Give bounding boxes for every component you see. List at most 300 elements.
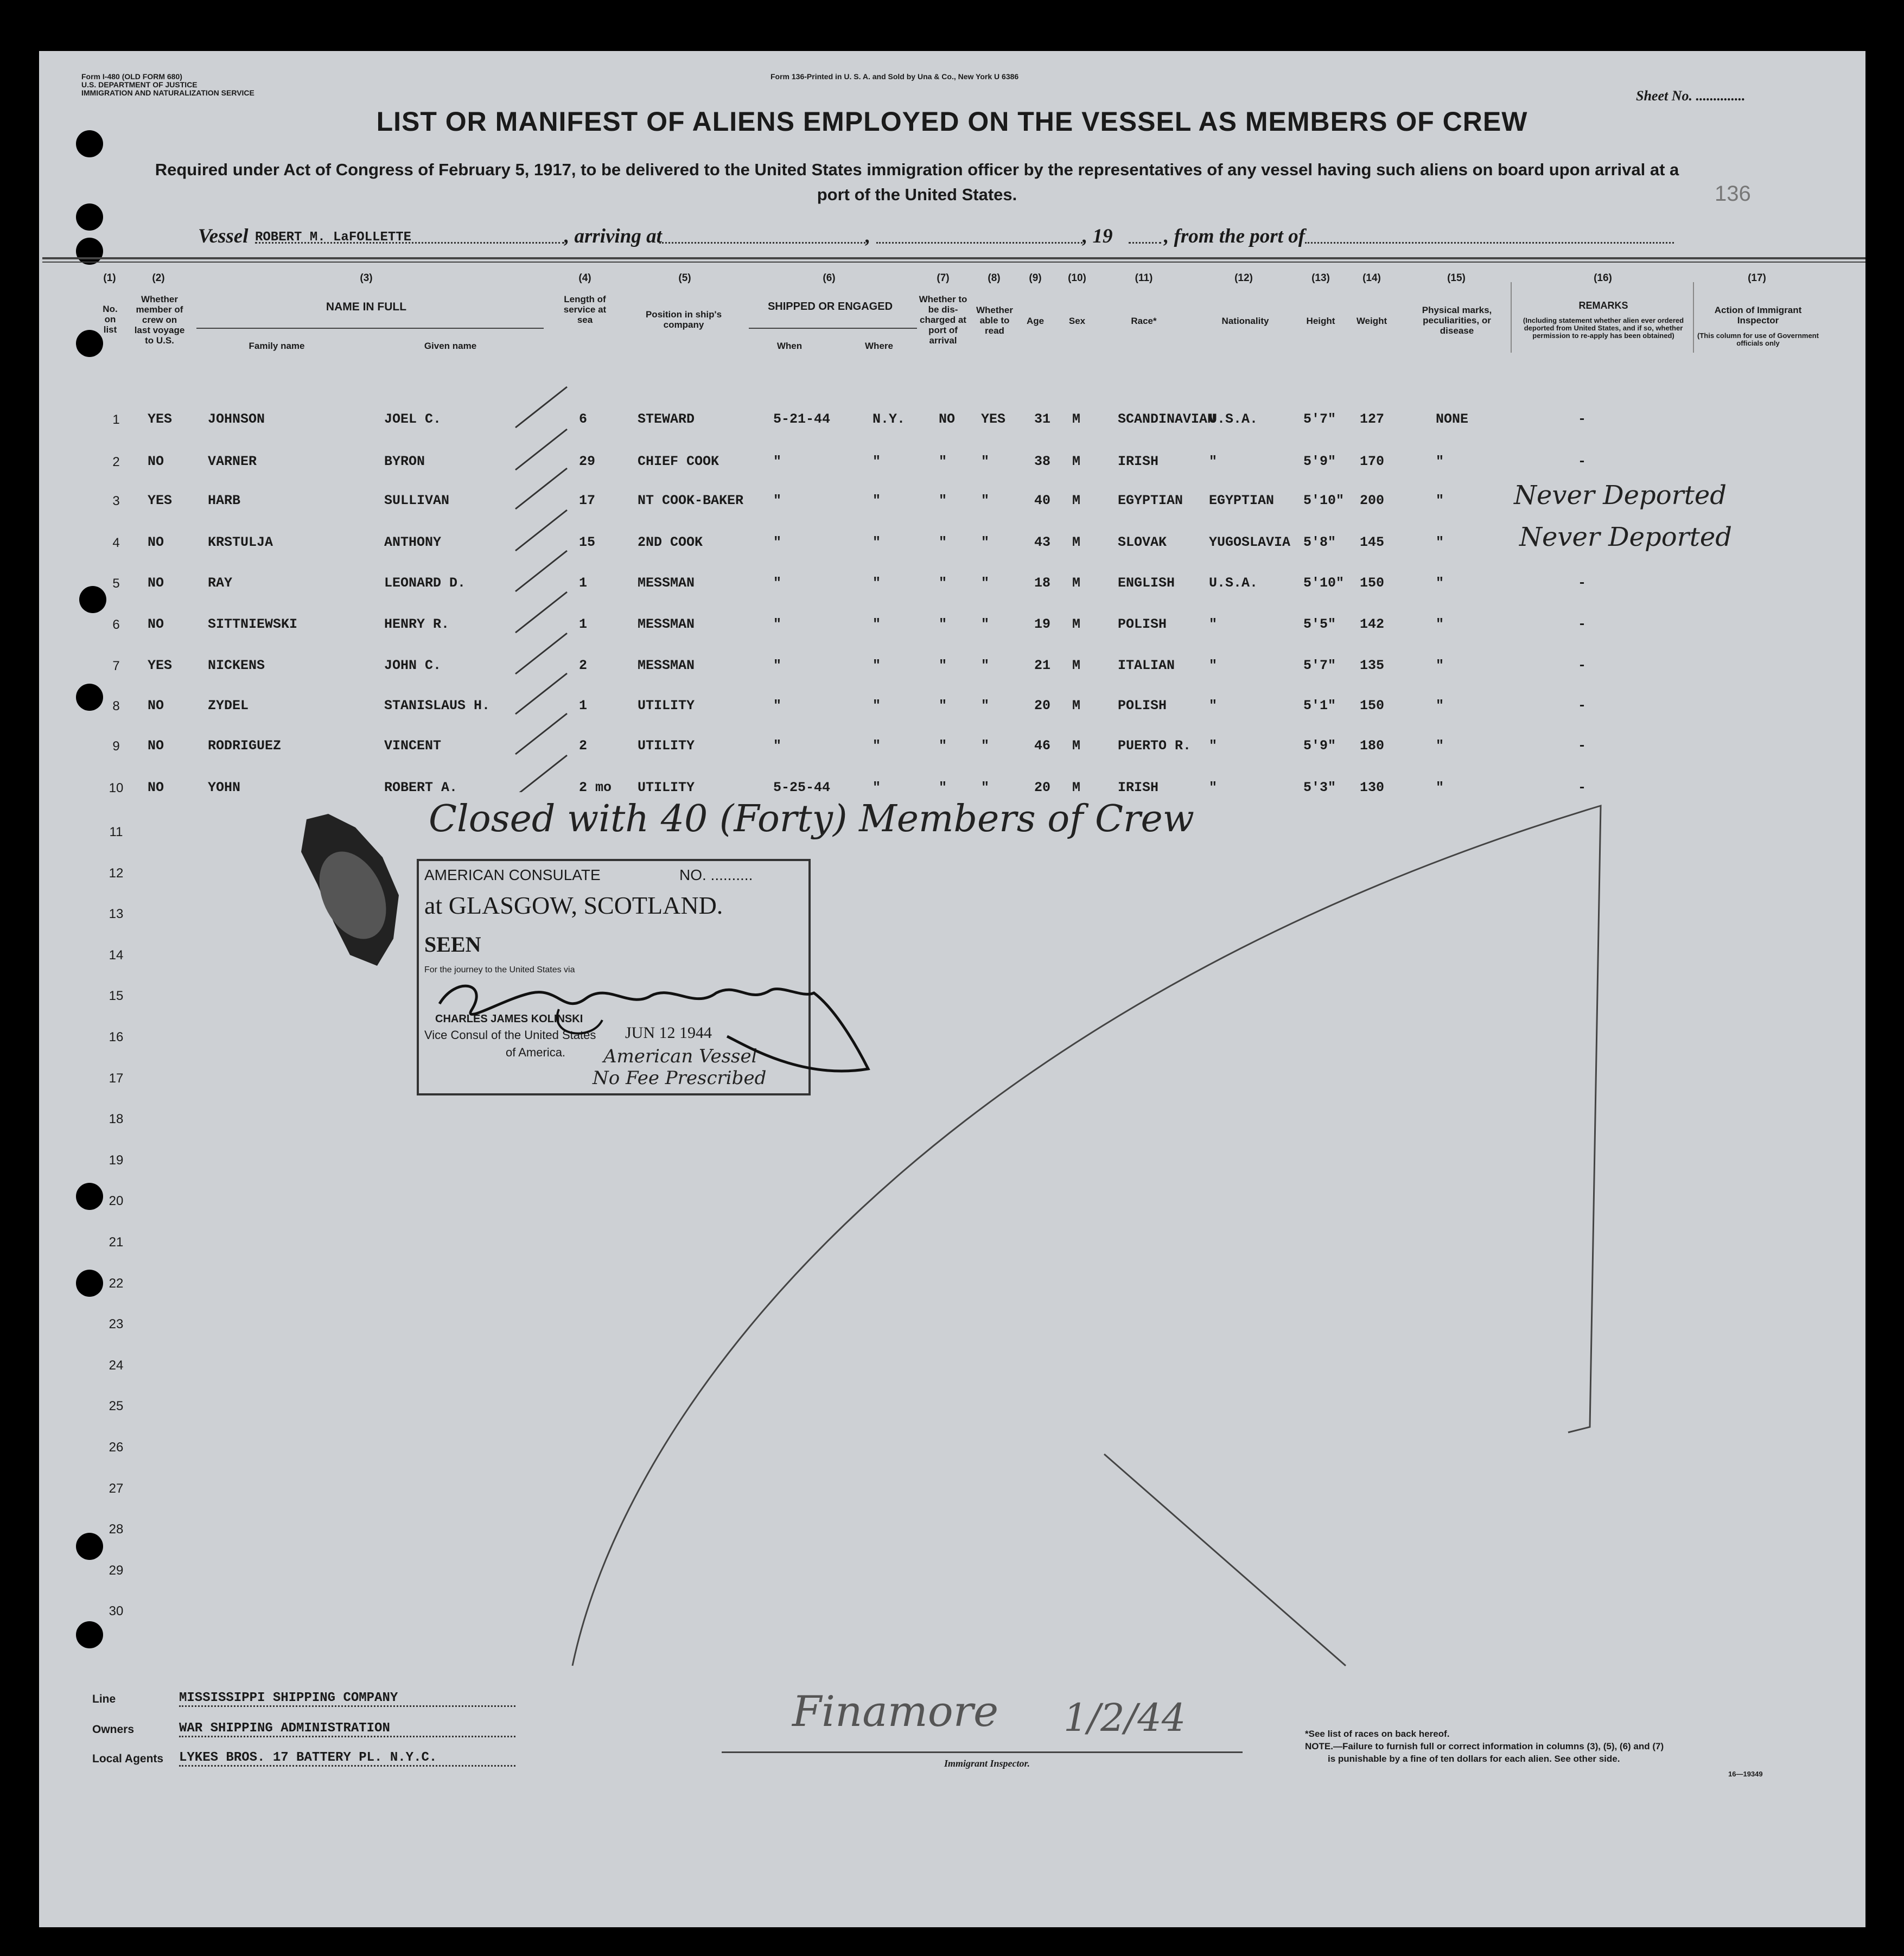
cell-discharged: " xyxy=(939,493,947,508)
cell-discharged: " xyxy=(939,658,947,673)
cell-prev: NO xyxy=(148,534,164,550)
cell-family: HARB xyxy=(208,493,241,508)
cell-age: 43 xyxy=(1034,534,1051,550)
cell-family: YOHN xyxy=(208,780,241,795)
column-number: (10) xyxy=(1068,272,1086,284)
cell-service: 1 xyxy=(579,616,588,632)
cell-when: " xyxy=(773,616,782,632)
cell-when: " xyxy=(773,698,782,713)
col-head-no: No. on list xyxy=(103,304,118,335)
cell-race: ITALIAN xyxy=(1118,658,1175,673)
stamp-seen: SEEN xyxy=(424,932,481,957)
col-head-family: Family name xyxy=(249,341,305,351)
vessel-label: Vessel xyxy=(198,225,249,247)
cell-remarks: - xyxy=(1578,454,1587,469)
cell-remarks: - xyxy=(1578,780,1587,795)
cell-position: MESSMAN xyxy=(638,575,695,591)
column-number: (3) xyxy=(360,272,373,284)
cell-remarks: - xyxy=(1578,658,1587,673)
cell-service: 2 xyxy=(579,738,588,754)
footer-notes xyxy=(1305,1728,1664,1765)
cell-sex: M xyxy=(1072,534,1081,550)
row-number: 15 xyxy=(109,989,124,1004)
col-head-shipped: SHIPPED OR ENGAGED xyxy=(767,301,893,313)
cell-family: VARNER xyxy=(208,454,257,469)
cell-position: MESSMAN xyxy=(638,616,695,632)
cell-given: STANISLAUS H. xyxy=(384,698,491,713)
footer-line-label: Line xyxy=(92,1693,116,1705)
binder-hole xyxy=(76,203,103,231)
year-field xyxy=(1129,242,1161,244)
row-number: 14 xyxy=(109,947,124,963)
cell-race: SCANDINAVIAN xyxy=(1118,411,1216,427)
cell-read: " xyxy=(981,780,990,795)
cell-race: EGYPTIAN xyxy=(1118,493,1183,508)
cell-given: HENRY R. xyxy=(384,616,450,632)
cell-when: " xyxy=(773,534,782,550)
cell-sex: M xyxy=(1072,616,1081,632)
cell-marks: " xyxy=(1436,454,1444,469)
inspector-signature: Finamore xyxy=(792,1687,999,1736)
page-title: LIST OR MANIFEST OF ALIENS EMPLOYED ON THE VESSEL AS MEMBERS OF CREW xyxy=(376,106,1528,137)
cell-race: PUERTO R. xyxy=(1118,738,1192,754)
cell-given: ROBERT A. xyxy=(384,780,458,795)
cell-no: 8 xyxy=(112,699,120,713)
cell-family: ZYDEL xyxy=(208,698,249,713)
column-divider xyxy=(1511,282,1512,353)
cell-when: " xyxy=(773,738,782,754)
service: IMMIGRATION AND NATURALIZATION SERVICE xyxy=(81,88,254,97)
cell-remarks: - xyxy=(1578,738,1587,754)
stamp-line: AMERICAN CONSULATE xyxy=(424,866,601,883)
cell-read: " xyxy=(981,493,990,508)
embossed-seal xyxy=(296,814,404,971)
cell-read: " xyxy=(981,616,990,632)
cell-where: " xyxy=(873,616,881,632)
cell-marks: " xyxy=(1436,616,1444,632)
cell-height: 5'10" xyxy=(1303,493,1345,508)
cell-service: 1 xyxy=(579,698,588,713)
binder-hole xyxy=(76,1270,103,1297)
cell-position: 2ND COOK xyxy=(638,534,703,550)
cell-age: 20 xyxy=(1034,780,1051,795)
remark-handwritten: Never Deported xyxy=(1514,480,1727,511)
cell-marks: " xyxy=(1436,534,1444,550)
cell-prev: NO xyxy=(148,454,164,469)
cell-weight: 200 xyxy=(1360,493,1385,508)
cell-family: RAY xyxy=(208,575,233,591)
stamp-location: at GLASGOW, SCOTLAND. xyxy=(424,891,723,919)
cell-where: " xyxy=(873,658,881,673)
row-number: 24 xyxy=(109,1358,124,1373)
row-number: 28 xyxy=(109,1522,124,1537)
cell-nationality: YUGOSLAVIA xyxy=(1209,534,1291,550)
row-number: 18 xyxy=(109,1112,124,1127)
sheet-number-label: Sheet No. .............. xyxy=(1636,88,1746,104)
column-number: (16) xyxy=(1594,272,1612,284)
col-head-name: NAME IN FULL xyxy=(326,301,407,313)
cell-where: " xyxy=(873,534,881,550)
cell-read: " xyxy=(981,454,990,469)
cell-where: " xyxy=(873,454,881,469)
col-head-prev-voyage: Whether member of crew on last voyage to U.S. xyxy=(134,294,185,346)
footer-owners-value: WAR SHIPPING ADMINISTRATION xyxy=(179,1721,515,1737)
cell-no: 5 xyxy=(112,576,120,591)
cell-height: 5'7" xyxy=(1303,411,1336,427)
cell-given: VINCENT xyxy=(384,738,442,754)
remark-handwritten: Never Deported xyxy=(1519,522,1733,552)
col-head-read: Whether able to read xyxy=(976,305,1013,336)
cell-service: 1 xyxy=(579,575,588,591)
fine-note: NOTE.—Failure to furnish full or correct information in columns (3), (5), (6) and (7) xyxy=(1305,1741,1664,1751)
cell-remarks: - xyxy=(1578,411,1587,427)
cell-given: BYRON xyxy=(384,454,425,469)
cell-discharged: " xyxy=(939,616,947,632)
cell-sex: M xyxy=(1072,493,1081,508)
stamp-no-label: NO. .......... xyxy=(679,866,753,883)
cell-no: 10 xyxy=(109,781,124,795)
column-number: (2) xyxy=(152,272,165,284)
row-number: 16 xyxy=(109,1030,124,1044)
cell-race: IRISH xyxy=(1118,780,1159,795)
cell-weight: 145 xyxy=(1360,534,1385,550)
cell-age: 19 xyxy=(1034,616,1051,632)
col-head-age: Age xyxy=(1026,316,1045,326)
stamp-note: No Fee Prescribed xyxy=(593,1067,767,1089)
cell-where: " xyxy=(873,493,881,508)
row-number: 22 xyxy=(109,1276,124,1291)
cell-service: 17 xyxy=(579,493,596,508)
cell-nationality: " xyxy=(1209,658,1218,673)
cell-service: 6 xyxy=(579,411,588,427)
column-number: (1) xyxy=(103,272,116,284)
binder-hole xyxy=(76,1183,103,1210)
binder-hole xyxy=(76,684,103,711)
subtitle-line: Required under Act of Congress of February 5, 1917, to be delivered to the United States immigration officer by the representatives of any vessel having such aliens on board upon arrival at a xyxy=(155,160,1679,179)
row-number: 11 xyxy=(109,825,123,839)
cell-marks: " xyxy=(1436,575,1444,591)
col-head-race: Race* xyxy=(1131,316,1157,326)
cell-family: JOHNSON xyxy=(208,411,265,427)
cell-when: " xyxy=(773,493,782,508)
cell-no: 3 xyxy=(112,494,120,508)
row-number: 12 xyxy=(109,865,124,881)
shipped-rule xyxy=(749,328,917,329)
cell-service: 15 xyxy=(579,534,596,550)
cell-age: 21 xyxy=(1034,658,1051,673)
from-port-field xyxy=(1305,242,1674,244)
cell-service: 2 xyxy=(579,658,588,673)
col-head-sex: Sex xyxy=(1068,316,1086,326)
col-head-action-note: (This column for use of Government officials only xyxy=(1697,332,1819,347)
cell-where: N.Y. xyxy=(873,411,906,427)
cell-marks: NONE xyxy=(1436,411,1469,427)
col-head-given: Given name xyxy=(424,341,477,351)
cell-weight: 150 xyxy=(1360,575,1385,591)
cell-prev: NO xyxy=(148,575,164,591)
col-head-height: Height xyxy=(1306,316,1335,326)
column-number: (12) xyxy=(1234,272,1253,284)
row-number: 30 xyxy=(109,1604,124,1619)
cell-discharged: " xyxy=(939,575,947,591)
fine-note: is punishable by a fine of ten dollars for each alien. See other side. xyxy=(1328,1754,1620,1764)
cell-prev: NO xyxy=(148,616,164,632)
footer-line-value: MISSISSIPPI SHIPPING COMPANY xyxy=(179,1691,515,1707)
binder-hole xyxy=(76,1533,103,1560)
cell-sex: M xyxy=(1072,575,1081,591)
cell-sex: M xyxy=(1072,738,1081,754)
column-number: (4) xyxy=(578,272,591,284)
form-header-block xyxy=(81,73,254,97)
cell-when: " xyxy=(773,454,782,469)
col-head-discharged: Whether to be dis-charged at port of arrival xyxy=(919,294,967,346)
cell-remarks: - xyxy=(1578,698,1587,713)
col-head-marks: Physical marks, peculiarities, or disease xyxy=(1422,305,1492,336)
subtitle-line: port of the United States. xyxy=(817,185,1017,204)
vessel-name-field xyxy=(255,230,564,244)
cell-nationality: U.S.A. xyxy=(1209,411,1258,427)
cell-age: 20 xyxy=(1034,698,1051,713)
cell-family: KRSTULJA xyxy=(208,534,273,550)
row-number: 21 xyxy=(109,1235,124,1250)
cell-height: 5'1" xyxy=(1303,698,1336,713)
cell-where: " xyxy=(873,780,881,795)
inspector-label: Immigrant Inspector. xyxy=(944,1758,1030,1769)
cell-position: CHIEF COOK xyxy=(638,454,719,469)
cell-no: 9 xyxy=(112,739,120,754)
department: U.S. DEPARTMENT OF JUSTICE xyxy=(81,80,198,89)
row-number: 17 xyxy=(109,1071,124,1086)
cell-marks: " xyxy=(1436,493,1444,508)
cell-nationality: EGYPTIAN xyxy=(1209,493,1275,508)
cell-read: " xyxy=(981,738,990,754)
cell-position: NT COOK-BAKER xyxy=(638,493,744,508)
column-number: (9) xyxy=(1029,272,1042,284)
binder-hole xyxy=(76,1621,103,1648)
cell-remarks: - xyxy=(1578,616,1587,632)
header-divider xyxy=(42,257,1865,259)
cell-weight: 180 xyxy=(1360,738,1385,754)
col-head-action: Action of Immigrant Inspector xyxy=(1714,305,1802,326)
cell-nationality: " xyxy=(1209,738,1218,754)
cell-weight: 127 xyxy=(1360,411,1385,427)
cell-read: " xyxy=(981,658,990,673)
cell-weight: 170 xyxy=(1360,454,1385,469)
closed-note: Closed with 40 (Forty) Members of Crew xyxy=(429,798,1194,840)
cell-age: 18 xyxy=(1034,575,1051,591)
cell-given: LEONARD D. xyxy=(384,575,466,591)
cell-race: IRISH xyxy=(1118,454,1159,469)
footer-agents-value: LYKES BROS. 17 BATTERY PL. N.Y.C. xyxy=(179,1750,515,1767)
year-label: , 19 xyxy=(1082,225,1113,247)
cell-prev: NO xyxy=(148,780,164,795)
inspector-signature-line xyxy=(722,1751,1243,1753)
cell-weight: 150 xyxy=(1360,698,1385,713)
cell-family: RODRIGUEZ xyxy=(208,738,282,754)
cell-weight: 135 xyxy=(1360,658,1385,673)
cell-weight: 130 xyxy=(1360,780,1385,795)
column-number: (6) xyxy=(823,272,836,284)
cell-age: 40 xyxy=(1034,493,1051,508)
arriving-field xyxy=(659,242,865,244)
cell-nationality: " xyxy=(1209,780,1218,795)
cell-service: 2 mo xyxy=(579,780,612,795)
cell-prev: YES xyxy=(148,658,173,673)
cell-discharged: " xyxy=(939,698,947,713)
cell-sex: M xyxy=(1072,411,1081,427)
row-number: 27 xyxy=(109,1481,124,1496)
stamp-officer-title: Vice Consul of the United States xyxy=(424,1028,596,1042)
cell-given: SULLIVAN xyxy=(384,493,450,508)
cell-nationality: " xyxy=(1209,698,1218,713)
cell-race: POLISH xyxy=(1118,616,1167,632)
cell-sex: M xyxy=(1072,454,1081,469)
cell-nationality: " xyxy=(1209,454,1218,469)
vessel-name: ROBERT M. LaFOLLETTE xyxy=(255,230,412,245)
cell-height: 5'5" xyxy=(1303,616,1336,632)
cell-marks: " xyxy=(1436,780,1444,795)
cell-position: UTILITY xyxy=(638,738,695,754)
arriving-date-field xyxy=(876,242,1082,244)
cell-no: 1 xyxy=(112,412,120,427)
column-number: (11) xyxy=(1135,272,1153,284)
cell-given: JOHN C. xyxy=(384,658,442,673)
cell-read: YES xyxy=(981,411,1006,427)
col-head-weight: Weight xyxy=(1356,316,1387,326)
row-number: 20 xyxy=(109,1194,124,1209)
cell-no: 4 xyxy=(112,536,120,550)
cell-family: NICKENS xyxy=(208,658,265,673)
cell-discharged: " xyxy=(939,454,947,469)
race-note: *See list of races on back hereof. xyxy=(1305,1729,1450,1739)
cell-sex: M xyxy=(1072,780,1081,795)
cell-discharged: " xyxy=(939,780,947,795)
row-number: 19 xyxy=(109,1152,124,1168)
cell-prev: NO xyxy=(148,738,164,754)
cell-position: MESSMAN xyxy=(638,658,695,673)
cell-remarks: - xyxy=(1578,575,1587,591)
row-number: 23 xyxy=(109,1317,124,1332)
cell-race: SLOVAK xyxy=(1118,534,1167,550)
col-head-where: Where xyxy=(865,341,893,351)
column-number: (8) xyxy=(988,272,1001,284)
cell-nationality: U.S.A. xyxy=(1209,575,1258,591)
column-number: (14) xyxy=(1362,272,1381,284)
cell-age: 31 xyxy=(1034,411,1051,427)
cell-discharged: " xyxy=(939,534,947,550)
cell-race: ENGLISH xyxy=(1118,575,1175,591)
row-number: 13 xyxy=(109,907,124,922)
name-rule xyxy=(196,328,544,329)
cell-prev: NO xyxy=(148,698,164,713)
cell-given: JOEL C. xyxy=(384,411,442,427)
cell-read: " xyxy=(981,575,990,591)
cell-height: 5'10" xyxy=(1303,575,1345,591)
stamped-number: 136 xyxy=(1715,182,1751,206)
cell-sex: M xyxy=(1072,698,1081,713)
footer-agents-label: Local Agents xyxy=(92,1753,164,1765)
col-head-when: When xyxy=(776,341,803,351)
cell-read: " xyxy=(981,698,990,713)
row-number: 26 xyxy=(109,1440,124,1455)
binder-hole xyxy=(76,238,103,265)
column-number: (7) xyxy=(937,272,950,284)
cell-marks: " xyxy=(1436,698,1444,713)
row-number: 25 xyxy=(109,1399,124,1414)
stamp-journey: For the journey to the United States via xyxy=(424,965,575,974)
cell-where: " xyxy=(873,738,881,754)
cell-sex: M xyxy=(1072,658,1081,673)
subtitle xyxy=(87,157,1747,207)
cell-height: 5'7" xyxy=(1303,658,1336,673)
cell-family: SITTNIEWSKI xyxy=(208,616,298,632)
column-number: (13) xyxy=(1311,272,1330,284)
stamp-officer: CHARLES JAMES KOLINSKI xyxy=(435,1013,583,1025)
cell-height: 5'9" xyxy=(1303,738,1336,754)
cell-when: 5-21-44 xyxy=(773,411,831,427)
col-head-nationality: Nationality xyxy=(1221,316,1269,326)
cell-no: 2 xyxy=(112,455,120,469)
cell-age: 38 xyxy=(1034,454,1051,469)
cell-no: 7 xyxy=(112,659,120,673)
cell-race: POLISH xyxy=(1118,698,1167,713)
cell-when: " xyxy=(773,575,782,591)
cell-prev: YES xyxy=(148,493,173,508)
cell-discharged: " xyxy=(939,738,947,754)
cell-marks: " xyxy=(1436,738,1444,754)
stamp-date: JUN 12 1944 xyxy=(625,1024,712,1042)
stamp-note: American Vessel xyxy=(603,1046,757,1067)
arriving-label: , arriving at xyxy=(564,225,662,247)
stamp-of-america: of America. xyxy=(506,1046,566,1059)
printer-line: Form 136-Printed in U. S. A. and Sold by Una & Co., New York U 6386 xyxy=(770,72,1019,81)
column-number: (5) xyxy=(678,272,691,284)
cell-where: " xyxy=(873,698,881,713)
cell-prev: YES xyxy=(148,411,173,427)
cell-position: STEWARD xyxy=(638,411,695,427)
col-head-remarks-note: (Including statement whether alien ever ordered deported from United States, and if so, whether permission to re-apply has been obtained) xyxy=(1523,316,1684,340)
form-code: 16—19349 xyxy=(1728,1770,1763,1778)
cell-service: 29 xyxy=(579,454,596,469)
cell-discharged: NO xyxy=(939,411,956,427)
cell-given: ANTHONY xyxy=(384,534,442,550)
cell-height: 5'9" xyxy=(1303,454,1336,469)
cell-height: 5'3" xyxy=(1303,780,1336,795)
footer-owners-label: Owners xyxy=(92,1723,135,1736)
pencil-tick-marks xyxy=(505,358,613,792)
pencil-marks xyxy=(564,798,1650,1677)
header-divider xyxy=(42,262,1865,263)
cell-nationality: " xyxy=(1209,616,1218,632)
column-number: (17) xyxy=(1748,272,1766,284)
cell-marks: " xyxy=(1436,658,1444,673)
cell-when: 5-25-44 xyxy=(773,780,831,795)
inspector-date: 1/2/44 xyxy=(1064,1696,1186,1740)
form-id: Form I-480 (OLD FORM 680) xyxy=(81,72,182,81)
cell-height: 5'8" xyxy=(1303,534,1336,550)
col-head-position: Position in ship's company xyxy=(645,309,722,330)
row-number: 29 xyxy=(109,1563,124,1578)
cell-when: " xyxy=(773,658,782,673)
cell-position: UTILITY xyxy=(638,698,695,713)
cell-weight: 142 xyxy=(1360,616,1385,632)
col-head-service: Length of service at sea xyxy=(563,294,607,325)
from-port-label: , from the port of xyxy=(1164,225,1306,247)
cell-where: " xyxy=(873,575,881,591)
cell-age: 46 xyxy=(1034,738,1051,754)
cell-read: " xyxy=(981,534,990,550)
column-divider xyxy=(1693,282,1694,353)
